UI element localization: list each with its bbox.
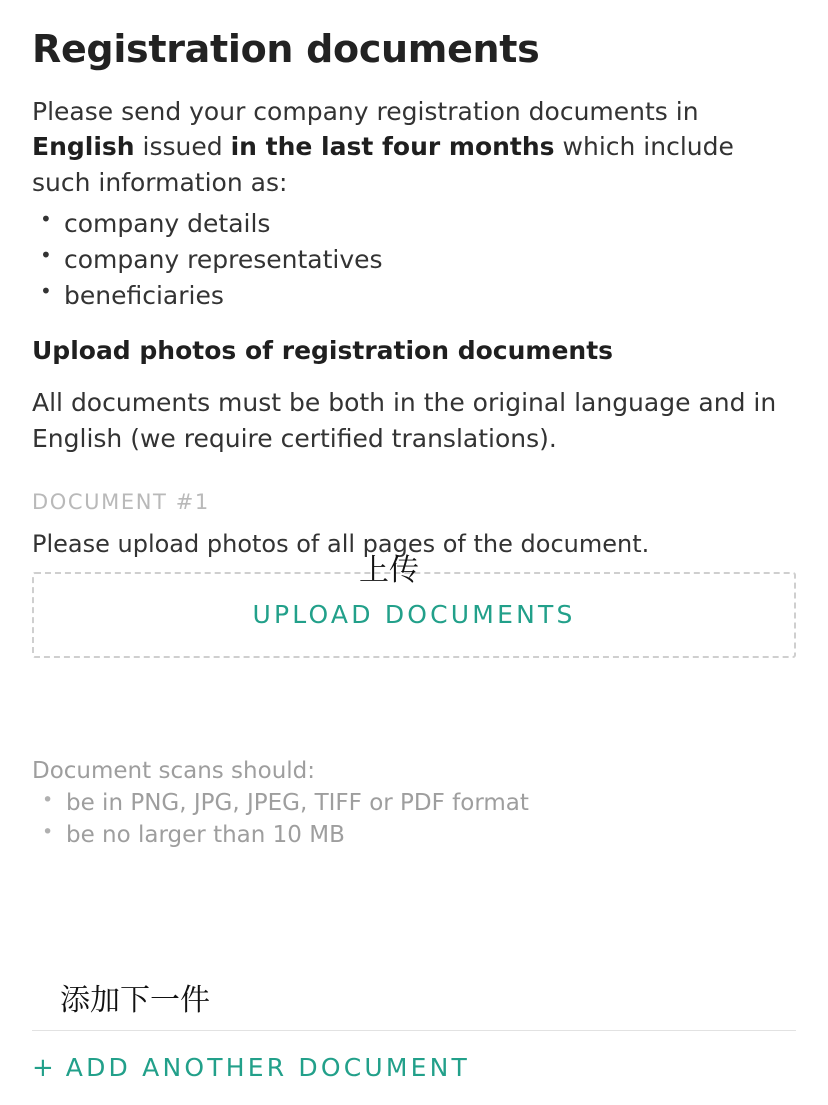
intro-text-middle: issued (134, 132, 231, 162)
intro-paragraph (32, 94, 792, 201)
intro-text-suffix: which include such information as: (32, 132, 734, 197)
upload-dropzone-wrapper (32, 552, 796, 658)
scan-requirements-list (32, 788, 796, 851)
document-number-label: DOCUMENT #1 (32, 490, 210, 515)
list-item: • beneficiaries (32, 278, 796, 314)
requirements-list (32, 206, 796, 314)
plus-icon: + (32, 1053, 54, 1083)
add-another-document-label: ADD ANOTHER DOCUMENT (65, 1053, 471, 1082)
page-footer (32, 983, 796, 1105)
upload-hint-text: Please upload photos of all pages of the document. (32, 530, 650, 559)
list-item: • be in PNG, JPG, JPEG, TIFF or PDF format (32, 788, 796, 820)
list-item: • be no larger than 10 MB (32, 820, 796, 852)
translation-note: All documents must be both in the original language and in English (we require certified translations). (32, 388, 777, 453)
upload-section-heading: Upload photos of registration documents (32, 336, 614, 366)
page-title: Registration documents (32, 27, 540, 71)
scan-requirements-title: Document scans should: (32, 757, 316, 784)
add-another-document-button[interactable] (32, 1031, 470, 1105)
upload-documents-label: UPLOAD DOCUMENTS (252, 600, 576, 630)
list-item: • company representatives (32, 242, 796, 278)
intro-text-prefix: Please send your company registration documents in (32, 96, 699, 126)
intro-bold-timeframe: in the last four months (230, 132, 555, 162)
intro-bold-english: English (32, 132, 135, 162)
list-item: • company details (32, 206, 796, 242)
upload-annotation-label: 上传 (359, 552, 419, 588)
scan-requirements (32, 758, 796, 851)
add-annotation-label: 添加下一件 (60, 983, 210, 1018)
